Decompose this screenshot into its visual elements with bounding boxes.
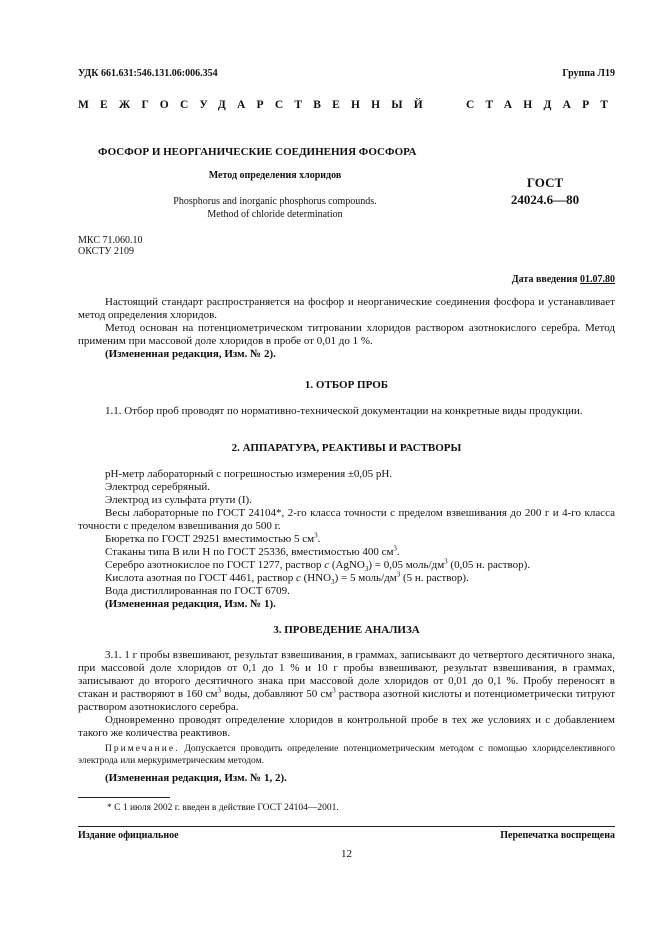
reagent-distilled-water: Вода дистиллированная по ГОСТ 6709. — [105, 585, 290, 597]
equipment-burette: Бюретка по ГОСТ 29251 вместимостью 5 $см^3$. — [105, 531, 321, 545]
section-2-body — [78, 468, 615, 611]
equipment-mercury-electrode: Электрод из сульфата ртути (I). — [105, 494, 252, 506]
footer-divider — [78, 826, 615, 827]
footnote: * С 1 июля 2002 г. введен в действие ГОСТ 24104—2001. — [107, 803, 339, 813]
preamble-edit-note: (Измененная редакция, Изм. № 2). — [105, 348, 276, 360]
section-3-body — [78, 649, 615, 785]
intro-date — [512, 274, 615, 285]
section-2-edit-note: (Измененная редакция, Изм. № 1). — [105, 598, 276, 610]
note-label: Примечание. — [105, 744, 180, 754]
mks-code: МКС 71.060.10 — [78, 235, 143, 246]
english-title-line2: Method of chloride determination — [207, 209, 343, 220]
equipment-beakers: Стаканы типа В или Н по ГОСТ 25336, вместимостью 400 $см^3$. — [105, 544, 400, 558]
document-subtitle: Метод определения хлоридов — [208, 170, 342, 181]
equipment-ph-meter: pH-метр лабораторный с погрешностью измерения ±0,05 pH. — [105, 468, 393, 480]
preamble-paragraph-2: Метод основан на потенциометрическом титровании хлоридов раствором азотнокислого серебра. Метод применим при массовой доле хлоридов в пробе от 0,01 до 1 %. — [78, 322, 615, 347]
section-3-edit-note: (Измененная редакция, Изм. № 1, 2). — [105, 772, 287, 784]
banner-standard: СТАНДАРТ — [466, 99, 620, 111]
footer-reprint-prohibited: Перепечатка воспрещена — [500, 830, 615, 841]
intro-date-value: 01.07.80 — [580, 274, 615, 285]
document-title: ФОСФОР И НЕОРГАНИЧЕСКИЕ СОЕДИНЕНИЯ ФОСФОРА — [98, 146, 417, 158]
section-2-heading: 2. АППАРАТУРА, РЕАКТИВЫ И РАСТВОРЫ — [231, 442, 462, 454]
banner-interstate: МЕЖГОСУДАРСТВЕННЫЙ — [78, 99, 434, 111]
reagent-silver-nitrate: Серебро азотнокислое по ГОСТ 1277, раствор c (AgNO$_3$) = 0,05 моль/$дм^3$ (0,05 н. раствор). — [105, 557, 531, 574]
footer-official-edition: Издание официальное — [78, 830, 179, 841]
udk-code: УДК 661.631:546.131.06:006.354 — [78, 68, 218, 79]
group-code: Группа Л19 — [562, 68, 615, 79]
okstu-code: ОКСТУ 2109 — [78, 246, 135, 257]
section-3-paragraph-2: Одновременно проводят определение хлоридов в контрольной пробе в тех же условиях и с добавлением такого же количества реактивов. — [78, 714, 615, 739]
gost-label: ГОСТ — [526, 175, 564, 190]
section-1-paragraph-1: 1.1. Отбор проб проводят по нормативно-технической документации на конкретные виды продукции. — [105, 405, 583, 417]
reagent-nitric-acid: Кислота азотная по ГОСТ 4461, раствор c $(HNO_3) = 5$ моль/$дм^3$ (5 н. раствор). — [105, 570, 469, 587]
preamble-paragraph-1: Настоящий стандарт распространяется на фосфор и неорганические соединения фосфора и устанавливает метод определения хлоридов. — [78, 296, 615, 321]
gost-number: 24024.6—80 — [510, 192, 580, 207]
english-title-line1: Phosphorus and inorganic phosphorus compounds. — [173, 196, 377, 207]
section-3-note — [78, 743, 615, 767]
page-number: 12 — [341, 848, 352, 860]
gost-designation — [490, 174, 600, 208]
main-body — [78, 296, 615, 361]
equipment-silver-electrode: Электрод серебряный. — [105, 481, 211, 493]
section-3-paragraph-1: 3.1. 1 г пробы взвешивают, результат взвешивания, в граммах, записывают до четвертого десятичного знака, при массовой доле хлоридов от 0,1 до 1 % и 10 г пробы взвешивают, результат взвешивания, в граммах, записывают до второго десятичного знака при массовой доле хлоридов от 0,01 до 0,1 %. Пробу переносят в стакан и растворяют в 160 $см^3$ воды, добавляют 50 $см^3$ раствора азотной кислоты и потенциометрически титруют раствором азотнокислого серебра. — [78, 649, 615, 713]
section-3-heading: 3. ПРОВЕДЕНИЕ АНАЛИЗА — [273, 624, 420, 636]
footnote-divider — [78, 797, 170, 798]
classification-codes — [78, 235, 142, 257]
equipment-scales: Весы лабораторные по ГОСТ 24104*, 2-го класса точности с пределом взвешивания до 200 г и 4-го класса точности с пределом взвешивания до 500 г. — [78, 507, 615, 532]
note-text: Допускается проводить определение потенциометрическим методом с помощью хлоридселективного электрода или меркуриметрическим методом. — [78, 744, 615, 766]
english-title — [150, 195, 400, 221]
section-1-heading: 1. ОТБОР ПРОБ — [304, 379, 389, 391]
intro-date-label: Дата введения — [511, 274, 578, 285]
section-1-body — [78, 405, 615, 418]
